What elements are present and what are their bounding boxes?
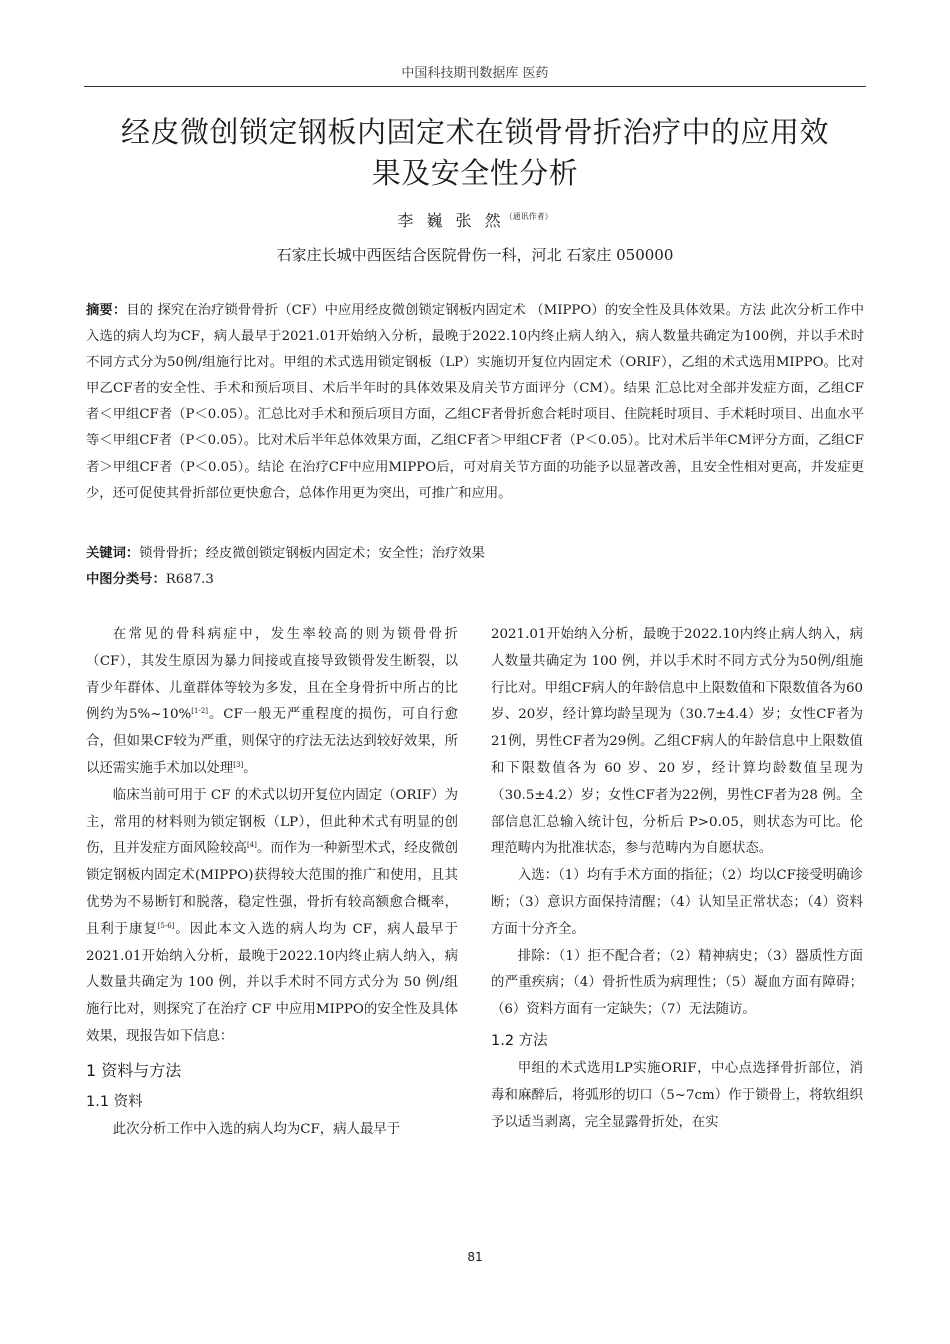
intro-paragraph-2: 临床当前可用于 CF 的术式以切开复位内固定（ORIF）为主，常用的材料则为锁定钢板（LP），但此种术式有明显的创伤，且并发症方面风险较高[4]。而作为一种新型术式，经皮微创锁定钢板内固定术(MIPPO)获得较大范围的推广和使用，且其优势为不易断钉和脱落，稳定性强，骨折有较高额愈合概率，且利于康复[5-6]。因此本文入选的病人均为 CF，病人最早于2021.01开始纳入分析，最晚于2022.10内终止病人纳入，病人数量共确定为 100 例，并以手术时不同方式分为 50 例/组施行比对，则探究了在治疗 CF 中应用MIPPO的安全性及具体效果，现报告如下信息：: [86, 787, 459, 1044]
citation-4: [4]: [246, 841, 257, 850]
page-number: 81: [467, 1250, 483, 1264]
section-heading-1-1: 1.1 资料: [86, 1093, 143, 1110]
abstract-text: 目的 探究在治疗锁骨骨折（CF）中应用经皮微创锁定钢板内固定术 （MIPPO）的安全性及具体效果。方法 此次分析工作中入选的病人均为CF，病人最早于2021.01开始纳入分析，最晚于2022.10内终止病人纳入，病人数量共确定为100例，并以手术时不同方式分为50例/组施行比对。甲组的术式选用锁定钢板（LP）实施切开复位内固定术（ORIF），乙组的术式选用MIPPO。比对甲乙CF者的安全性、手术和预后项目、术后半年时的具体效果及肩关节方面评分（CM）。结果 汇总比对全部并发症方面，乙组CF者＜甲组CF者（P＜0.05）。汇总比对手术和预后项目方面，乙组CF者骨折愈合耗时项目、住院耗时项目、手术耗时项目、出血水平等＜甲组CF者（P＜0.05）。比对术后半年总体效果方面，乙组CF者＞甲组CF者（P＜0.05）。比对术后半年CM评分方面，乙组CF者＞甲组CF者（P＜0.05）。结论 在治疗CF中应用MIPPO后，可对肩关节方面的功能予以显著改善，且安全性相对更高，并发症更少，还可促使其骨折部位更快愈合，总体作用更为突出，可推广和应用。: [86, 303, 865, 501]
keywords-text: 锁骨骨折；经皮微创锁定钢板内固定术；安全性；治疗效果: [139, 546, 485, 561]
methods-paragraph-1: 甲组的术式选用LP实施ORIF，中心点选择骨折部位，消毒和麻醉后，将弧形的切口（5~7cm）作于锁骨上，将软组织予以适当剥离，完全显露骨折处，在实: [491, 1060, 863, 1130]
section-heading-1: 1 资料与方法: [86, 1060, 182, 1080]
classification-label: 中图分类号：: [86, 572, 166, 587]
abstract-label: 摘要：: [86, 303, 127, 318]
exclusion-criteria: 排除：（1）拒不配合者；（2）精神病史；（3）器质性方面的严重疾病；（4）骨折性质为病理性；（5）凝血方面有障碍；（6）资料方面有一定缺失；（7）无法随访。: [491, 948, 863, 1018]
citation-5-6: [5-6]: [157, 921, 175, 930]
inclusion-criteria: 入选：（1）均有手术方面的指征；（2）均以CF接受明确诊断；（3）意识方面保持清醒；（4）认知呈正常状态；（4）资料方面十分齐全。: [491, 868, 863, 937]
classification-number: [86, 568, 864, 592]
intro-paragraph-1: 在常见的骨科病症中，发生率较高的则为锁骨骨折（CF），其发生原因为暴力间接或直接导致锁骨发生断裂，以青少年群体、儿童群体等较为多发，且在全身骨折中所占的比例约为5%~10%[1-2]。CF一般无严重程度的损伤，可自行愈合，但如果CF较为严重，则保守的疗法无法达到较好效果，所以还需实施手术加以处理[3]。: [86, 627, 458, 776]
body-column-right: [491, 622, 863, 1136]
affiliation: 石家庄长城中西医结合医院骨伤一科，河北 石家庄 050000: [276, 246, 674, 264]
materials-paragraph-1: 此次分析工作中入选的病人均为CF，病人最早于: [112, 1121, 401, 1137]
article-title: [84, 112, 866, 194]
section-heading-1-2: 1.2 方法: [491, 1032, 548, 1049]
title-line-2: 果及安全性分析: [371, 156, 579, 190]
journal-header: 中国科技期刊数据库 医药: [401, 66, 549, 81]
abstract: [86, 298, 864, 507]
title-line-1: 经皮微创锁定钢板内固定术在锁骨骨折治疗中的应用效: [120, 115, 829, 149]
citation-3: [3]: [233, 760, 244, 769]
corresponding-author-note: （通讯作者）: [504, 212, 553, 221]
keywords: [86, 542, 864, 566]
materials-paragraph-cont: 2021.01开始纳入分析，最晚于2022.10内终止病人纳入，病人数量共确定为 100 例，并以手术时不同方式分为50例/组施行比对。甲组CF病人的年龄信息中上限数值和下限数值各为60岁、20岁，经计算均龄呈现为（30.7±4.4）岁；女性CF者为21例，男性CF者为29例。乙组CF病人的年龄信息中上限数值和下限数值各为 60 岁、20 岁，经计算均龄数值呈现为（30.5±4.2）岁；女性CF者为22例，男性CF者为28 例。全部信息汇总输入统计包，分析后 P>0.05，则状态为可比。伦理范畴内为批准状态，参与范畴内为自愿状态。: [491, 627, 863, 857]
citation-1-2: [1-2]: [191, 707, 208, 716]
keywords-label: 关键词：: [86, 546, 140, 561]
author-line: [84, 208, 866, 231]
author-names: 李 巍 张 然: [397, 211, 505, 230]
body-column-left: [86, 622, 458, 1144]
classification-text: R687.3: [165, 572, 214, 587]
header-rule: [84, 86, 866, 87]
